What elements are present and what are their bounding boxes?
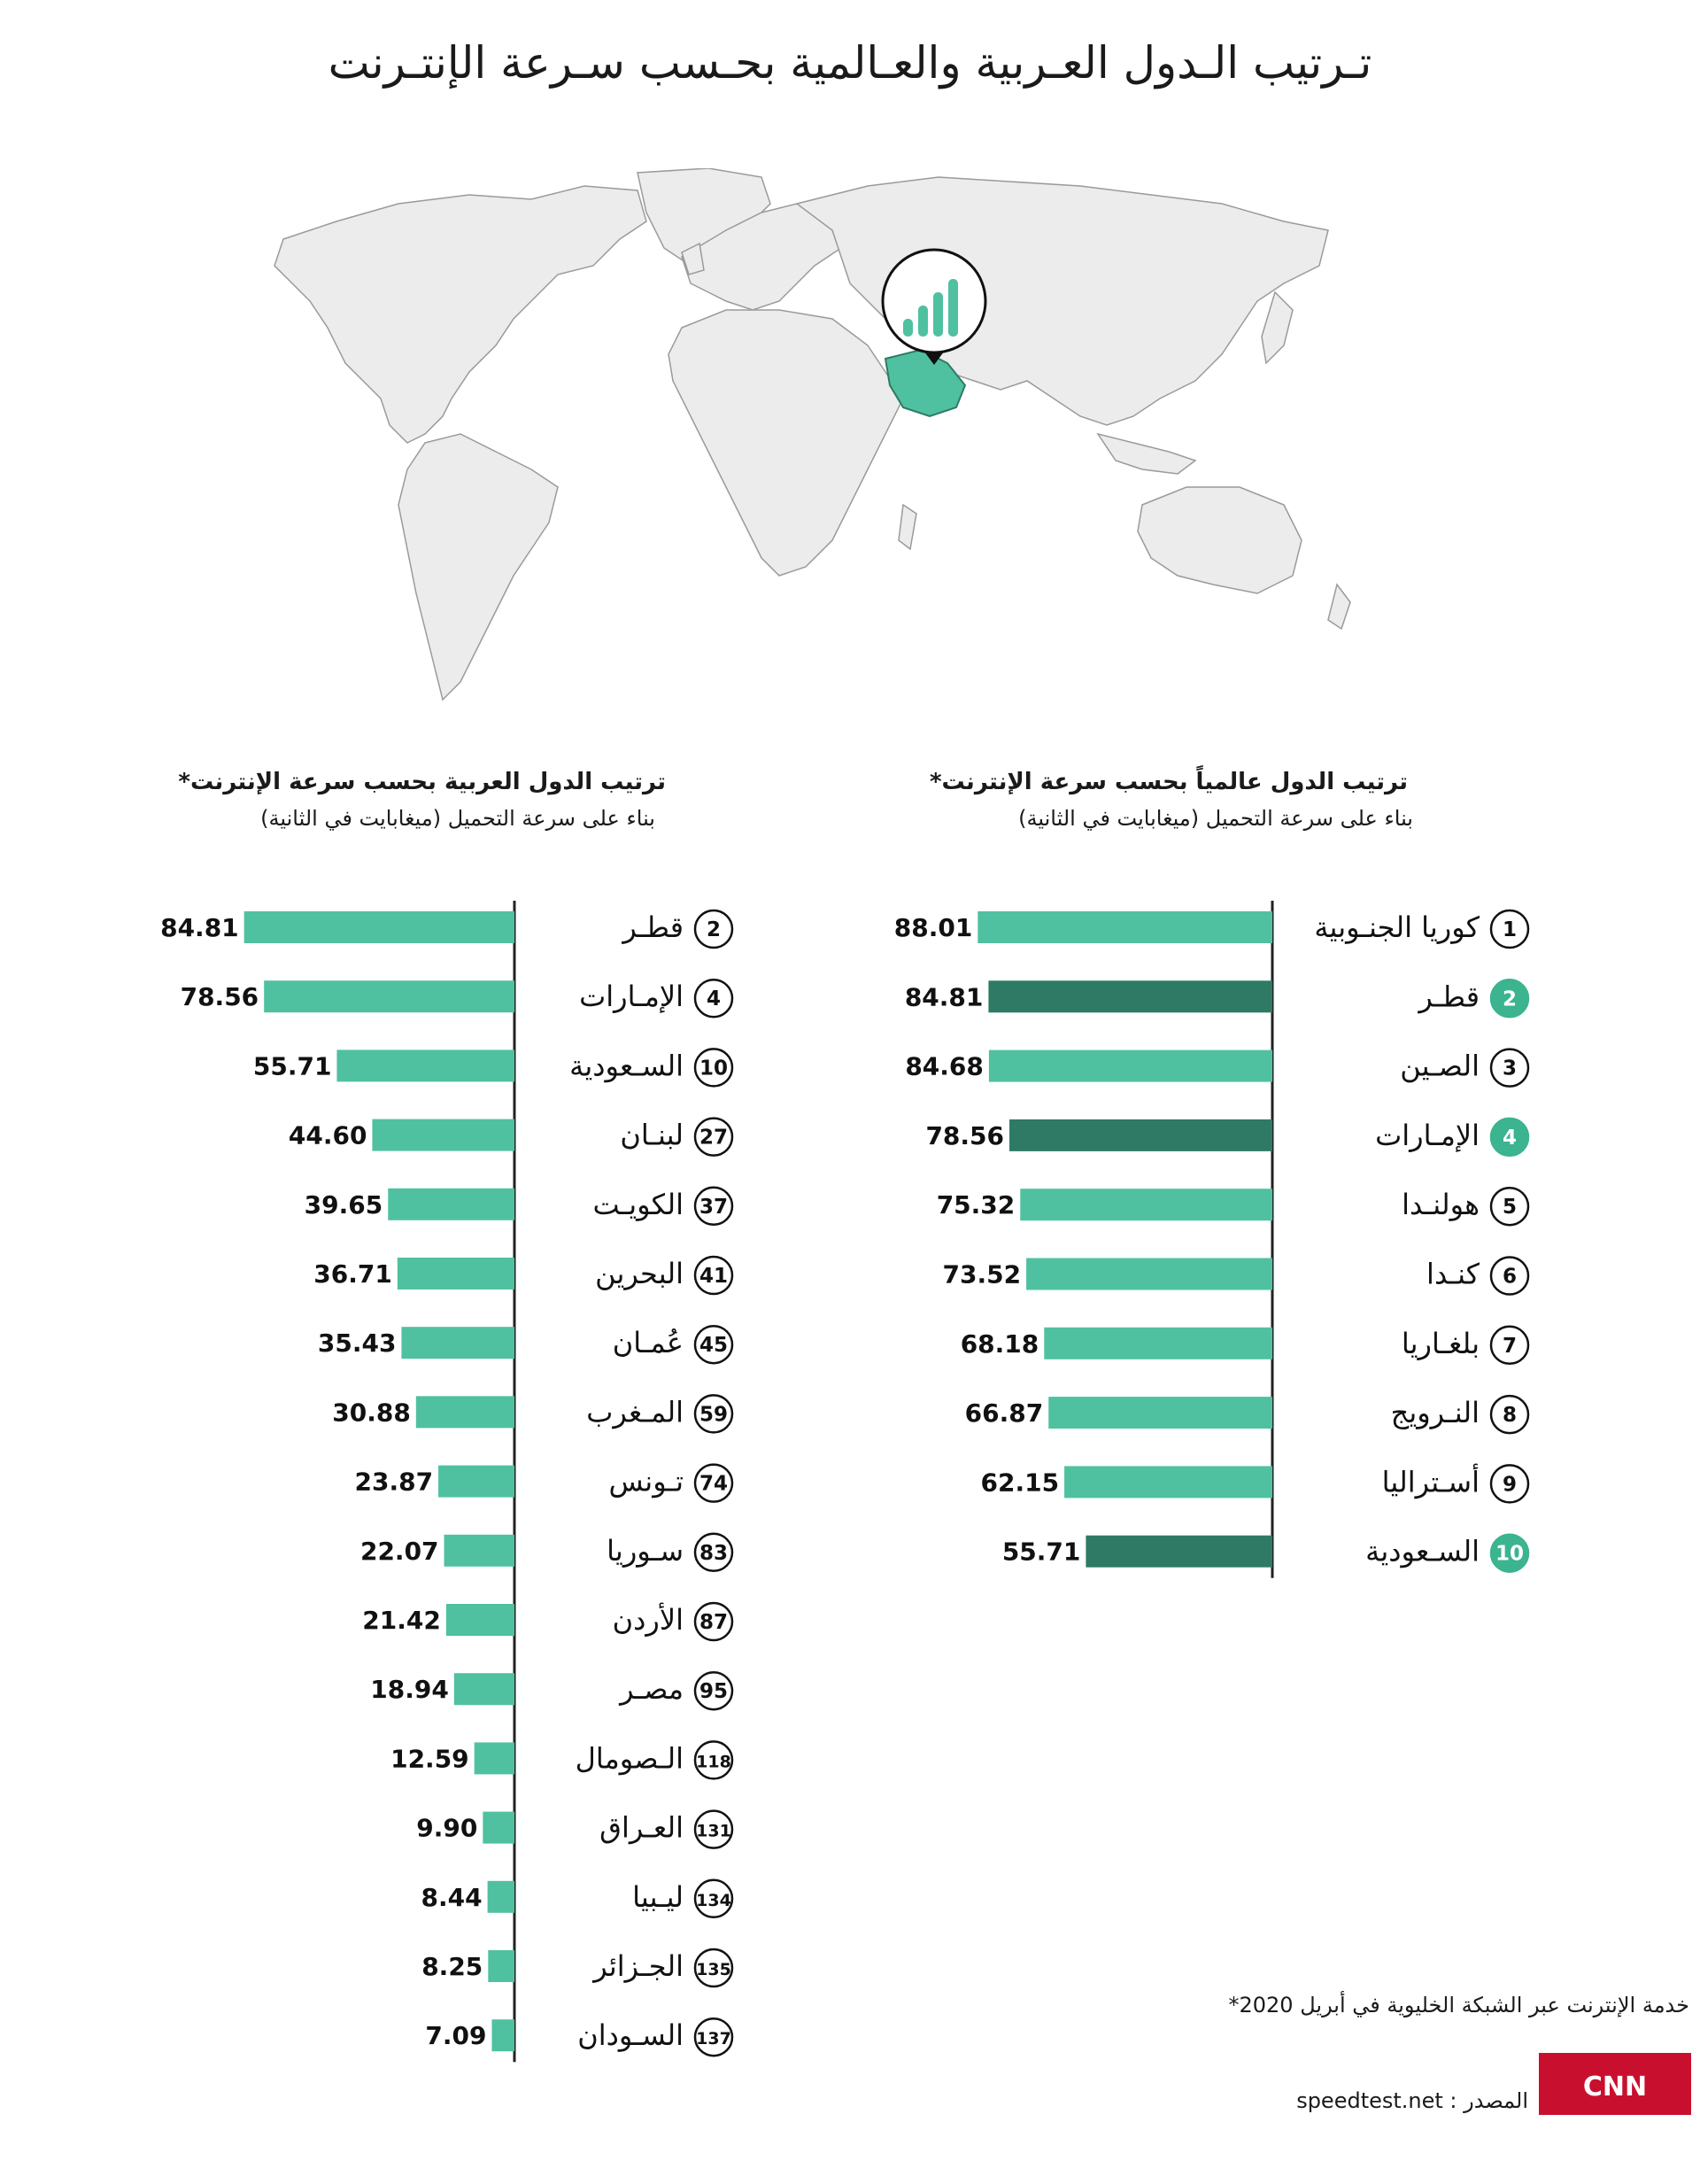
- value-label: 84.81: [904, 982, 984, 1012]
- country-label: السـودان: [577, 2018, 684, 2053]
- value-label: 7.09: [425, 2021, 487, 2051]
- country-label: كوريا الجنـوبية: [1314, 910, 1480, 944]
- country-label: الـصومال: [575, 1741, 684, 1776]
- country-label: لبنـان: [620, 1118, 684, 1152]
- bar: [244, 911, 514, 943]
- bar: [438, 1466, 514, 1498]
- world-panel-subtitle: بناء على سرعة التحميل (ميغابايت في الثانية): [1018, 806, 1413, 831]
- value-label: 9.90: [416, 1813, 478, 1843]
- rank-number: 4: [1502, 1126, 1518, 1150]
- bar: [444, 1535, 514, 1567]
- rank-number: 9: [1502, 1473, 1518, 1497]
- bar: [483, 1812, 514, 1844]
- value-label: 88.01: [893, 913, 973, 942]
- rank-number: 10: [1495, 1542, 1525, 1566]
- rank-number: 137: [696, 2029, 731, 2049]
- country-label: قطـر: [1418, 980, 1480, 1014]
- rank-number: 1: [1502, 918, 1518, 941]
- cnn-arabic-logo: [1539, 2053, 1691, 2168]
- country-label: قطـر: [622, 910, 684, 944]
- value-label: 84.68: [905, 1051, 984, 1081]
- rank-number: 7: [1502, 1334, 1518, 1358]
- footnote: خدمة الإنترنت عبر الشبكة الخليوية في أبريل 2020*: [1228, 1993, 1689, 2017]
- value-label: 8.44: [421, 1882, 483, 1912]
- value-label: 68.18: [960, 1328, 1039, 1359]
- bar: [416, 1396, 514, 1428]
- country-label: ليـبيا: [632, 1879, 684, 1914]
- country-label: هولنـدا: [1402, 1188, 1480, 1222]
- country-label: مصـر: [620, 1672, 684, 1707]
- country-label: أسـتراليا: [1381, 1465, 1480, 1499]
- rank-number: 3: [1502, 1057, 1518, 1080]
- country-label: بلغـاريا: [1401, 1326, 1480, 1360]
- rank-number: 6: [1502, 1265, 1518, 1289]
- value-label: 23.87: [354, 1467, 434, 1497]
- arab-panel-subtitle: بناء على سرعة التحميل (ميغابايت في الثانية): [260, 806, 655, 831]
- value-label: 62.15: [980, 1468, 1060, 1498]
- value-label: 78.56: [180, 982, 259, 1012]
- value-label: 66.87: [964, 1398, 1044, 1429]
- country-label: سـوريا: [607, 1533, 684, 1568]
- value-label: 84.81: [160, 913, 239, 942]
- rank-number: 41: [699, 1265, 729, 1288]
- logo-text: CNN العربية: [1571, 2072, 1659, 2168]
- rank-number: 74: [699, 1472, 729, 1496]
- bar: [491, 2019, 514, 2051]
- page-title: تـرتيب الـدول العـربية والعـالمية بحـسب سـرعة الإنتـرنت: [328, 37, 1372, 89]
- rank-number: 27: [699, 1126, 729, 1150]
- value-label: 78.56: [925, 1120, 1005, 1150]
- source-credit: المصدر : speedtest.net: [1296, 2088, 1528, 2113]
- country-label: السـعودية: [569, 1049, 684, 1083]
- rank-number: 2: [1502, 987, 1518, 1011]
- bar: [488, 1950, 514, 1982]
- value-label: 30.88: [332, 1398, 411, 1428]
- bar: [336, 1049, 514, 1081]
- bar: [475, 1742, 514, 1774]
- country-label: الإمـارات: [1375, 1118, 1480, 1152]
- value-label: 18.94: [370, 1675, 449, 1705]
- value-label: 73.52: [942, 1259, 1022, 1289]
- country-label: تـونس: [608, 1464, 684, 1499]
- world-panel-title: ترتيب الدول عالمياً بحسب سرعة الإنترنت*: [929, 769, 1408, 795]
- bar: [401, 1327, 514, 1359]
- country-label: الصـين: [1400, 1049, 1480, 1083]
- rank-number: 87: [699, 1611, 729, 1634]
- country-label: الكويـت: [592, 1187, 684, 1221]
- value-label: 22.07: [359, 1536, 439, 1566]
- country-label: الأردن: [612, 1603, 684, 1637]
- rank-number: 83: [699, 1541, 729, 1565]
- value-label: 35.43: [317, 1328, 397, 1359]
- country-label: كنـدا: [1426, 1257, 1480, 1291]
- value-label: 21.42: [362, 1606, 441, 1635]
- bar: [454, 1673, 514, 1705]
- country-label: السـعودية: [1365, 1534, 1480, 1568]
- rank-number: 59: [699, 1403, 729, 1427]
- bar: [398, 1258, 514, 1289]
- bar: [264, 980, 514, 1012]
- country-label: المـغرب: [586, 1395, 684, 1429]
- value-label: 55.71: [252, 1051, 332, 1081]
- value-label: 36.71: [313, 1259, 392, 1289]
- value-label: 39.65: [304, 1189, 383, 1220]
- value-label: 12.59: [390, 1744, 469, 1774]
- rank-number: 4: [706, 987, 722, 1011]
- rank-number: 2: [706, 918, 722, 941]
- rank-number: 134: [696, 1890, 731, 1910]
- bar: [488, 1881, 514, 1913]
- rank-number: 45: [699, 1334, 729, 1358]
- value-label: 8.25: [421, 1952, 483, 1981]
- value-label: 44.60: [288, 1120, 367, 1150]
- rank-number: 131: [696, 1821, 731, 1841]
- rank-number: 95: [699, 1680, 729, 1704]
- rank-number: 37: [699, 1195, 729, 1219]
- rank-number: 10: [699, 1057, 729, 1080]
- rank-number: 8: [1502, 1404, 1518, 1428]
- rank-number: 135: [696, 1960, 731, 1979]
- bar: [372, 1119, 514, 1151]
- country-label: الجـزائر: [593, 1949, 684, 1983]
- country-label: الإمـارات: [579, 980, 684, 1014]
- country-label: النـرويج: [1390, 1396, 1480, 1430]
- bar: [388, 1189, 514, 1220]
- rank-number: 118: [696, 1752, 731, 1772]
- bar: [446, 1604, 514, 1636]
- value-label: 75.32: [936, 1190, 1016, 1220]
- rank-number: 5: [1502, 1196, 1518, 1220]
- country-label: العـراق: [599, 1810, 684, 1845]
- arab-panel-title: ترتيب الدول العربية بحسب سرعة الإنترنت*: [178, 769, 666, 795]
- country-label: البحرين: [595, 1257, 684, 1290]
- value-label: 55.71: [1001, 1537, 1081, 1567]
- country-label: عُمـان: [612, 1326, 684, 1360]
